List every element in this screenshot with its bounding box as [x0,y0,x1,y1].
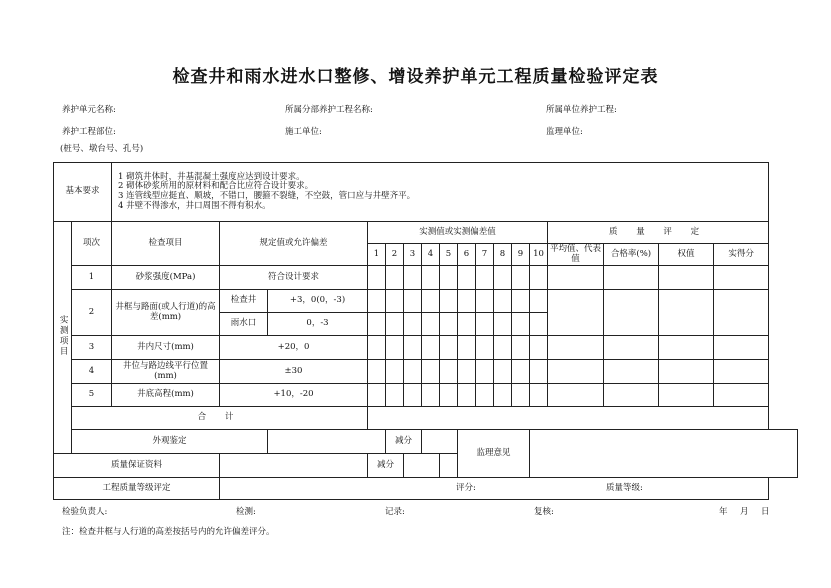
num-header: 10 [530,244,548,266]
num-header: 5 [440,244,458,266]
quality-table [53,162,798,500]
row-sub-label: 雨水口 [220,313,268,336]
row-spec: +10，-20 [220,384,368,407]
page-title: 检查井和雨水进水口整修、增设养护单元工程质量检验评定表 [172,67,659,87]
date-day: 日 [761,507,770,517]
seq-header: 项次 [72,222,112,266]
grade-eval-label: 工程质量等级评定 [54,478,220,500]
date-year: 年 [719,507,728,517]
basic-req-line: 3 连管线型应挺直、顺坡，不错口，腰箍不裂缝，不空鼓，管口应与井壁齐平。 [118,191,416,201]
date-month: 月 [740,507,749,517]
docs-deduct-label: 减分 [368,454,404,478]
score-label: 评分: [456,483,476,493]
score-header: 实得分 [714,244,769,266]
total-row [54,407,798,430]
row-sub-label: 检查井 [220,290,268,313]
dept-label: 所属单位养护工程: [546,105,617,115]
table-row [54,336,798,360]
row-spec: +20，0 [220,336,368,360]
num-header: 1 [368,244,386,266]
basic-req-text [112,163,769,222]
contractor-label: 施工单位: [285,127,322,137]
row-item: 井内尺寸(mm) [112,336,220,360]
row-seq: 5 [72,384,112,407]
row-spec: 0，-3 [268,313,368,336]
measured-header: 实测值或实测偏差值 [368,222,548,244]
spec-header: 规定值或允许偏差 [220,222,368,266]
row-item: 砂浆强度(MPa) [112,266,220,290]
appearance-label: 外观鉴定 [72,430,268,454]
row-item: 井框与路面(或人行道)的高差(mm) [112,290,220,336]
num-header: 8 [494,244,512,266]
grade-label: 质量等级: [606,483,643,493]
side-label: 实测项目 [54,222,72,454]
appearance-deduct-label: 减分 [386,430,422,454]
pass-header: 合格率(%) [604,244,659,266]
num-header: 9 [512,244,530,266]
supervisor-label: 监理单位: [546,127,583,137]
basic-req-line: 2 砌体砂浆所用的原材料和配合比应符合设计要求。 [118,181,314,192]
footer-note: 注：检查井框与人行道的高差按括号内的允许偏差评分。 [62,527,275,537]
docs-label: 质量保证资料 [54,454,220,478]
table-row [54,266,798,290]
table-row [54,384,798,407]
item-header: 检查项目 [112,222,220,266]
avg-header: 平均值、代表值 [548,244,604,266]
recorder-label: 记录: [385,507,405,517]
inspector-label: 检验负责人: [62,507,108,517]
opinion-label: 监理意见 [458,430,530,478]
location-label: 养护工程部位: [62,127,116,137]
table-row [54,360,798,384]
row-item: 井底高程(mm) [112,384,220,407]
sub-project-label: 所属分部养护工程名称: [285,105,373,115]
reviewer-label: 复核: [534,507,554,517]
num-header: 6 [458,244,476,266]
basic-req-line: 4 井壁不得渗水，井口周围不得有积水。 [118,200,271,211]
row-item: 井位与路边线平行位置(mm) [112,360,220,384]
row-spec: +3，0(0，-3) [268,290,368,313]
basic-req-line: 1 砌筑井体时，井基混凝土强度应达到设计要求。 [118,171,305,182]
weight-header: 权值 [659,244,714,266]
total-label: 合 计 [72,407,368,430]
table-row [54,290,798,313]
num-header: 3 [404,244,422,266]
row-seq: 4 [72,360,112,384]
unit-name-label: 养护单元名称: [62,105,116,115]
row-spec: 符合设计要求 [220,266,368,290]
num-header: 4 [422,244,440,266]
basic-req-label: 基本要求 [54,163,112,222]
num-header: 7 [476,244,494,266]
row-spec: ±30 [220,360,368,384]
tester-label: 检测: [236,507,256,517]
row-seq: 1 [72,266,112,290]
row-seq: 2 [72,290,112,336]
quality-header: 质 量 评 定 [548,222,769,244]
row-seq: 3 [72,336,112,360]
stake-label: (桩号、墩台号、孔号) [60,144,144,154]
num-header: 2 [386,244,404,266]
